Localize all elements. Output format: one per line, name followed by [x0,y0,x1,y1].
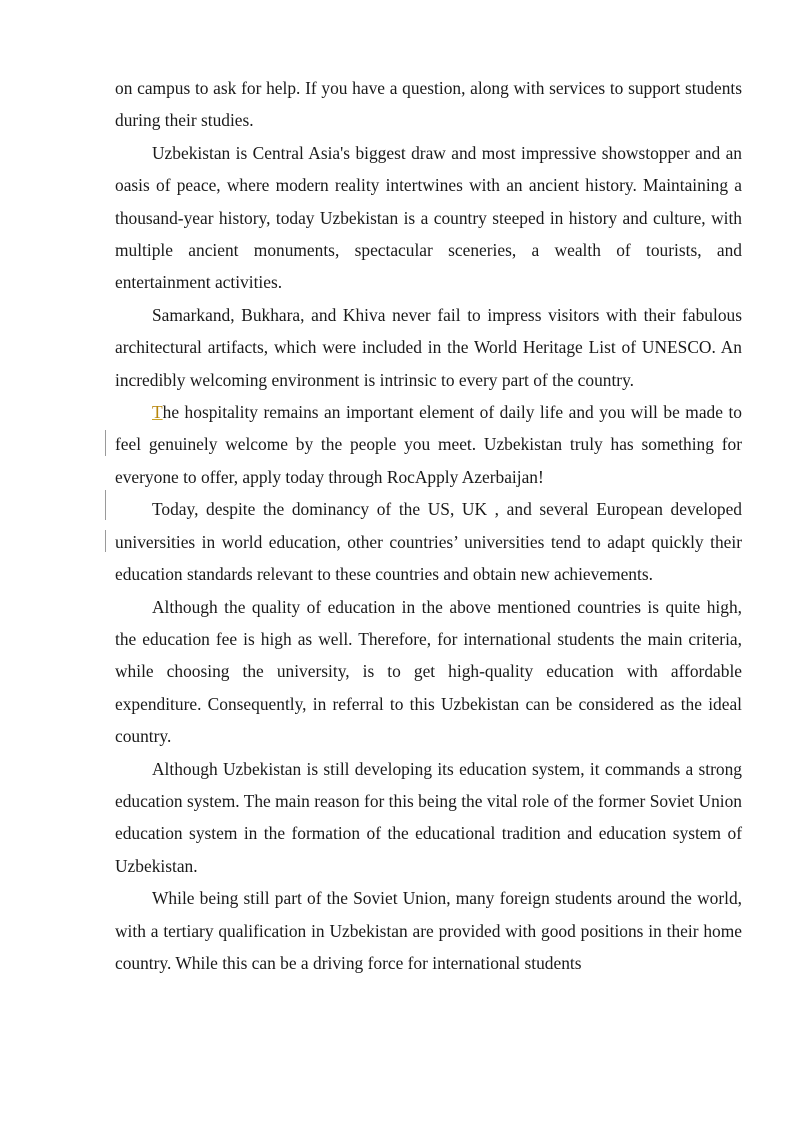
change-bar-3 [105,530,106,552]
change-bar-2 [105,490,106,520]
change-bar-1 [105,430,106,456]
paragraph-soviet-union: While being still part of the Soviet Union, many foreign students around the world, with a tertiary qualification in Uzbekistan are provided with good positions in their home country. While this can be a driving force for international students [115,888,742,973]
paragraph-education-fee: Although the quality of education in the above mentioned countries is quite high, the education fee is high as well. Therefore, for international students the main criteria, while choosing the university, is to get high-quality education with affordable expenditure. Consequently, in referral to this Uzbekistan can be considered as the ideal country. [115,596,742,747]
document-body [115,72,742,979]
paragraph-uzbekistan-intro: Uzbekistan is Central Asia's biggest draw and most impressive showstopper and an oasis of peace, where modern reality intertwines with an ancient history. Maintaining a thousand-year history, today Uzbekistan is a country steeped in history and culture, with multiple ancient monuments, spectacular sceneries, a wealth of tourists, and entertainment activities. [115,142,742,293]
paragraph-education-system: Although Uzbekistan is still developing its education system, it commands a strong education system. The main reason for this being the vital role of the former Soviet Union education system in the formation of the educational tradition and education system of Uzbekistan. [115,758,742,876]
tracked-change-letter: T [152,402,163,423]
paragraph-hospitality [115,396,742,493]
paragraph-continuation: on campus to ask for help. If you have a question, along with services to support students during their studies. [115,78,742,131]
paragraph-heritage-cities: Samarkand, Bukhara, and Khiva never fail to impress visitors with their fabulous architectural artifacts, which were included in the World Heritage List of UNESCO. An incredibly welcoming environment is intrinsic to every part of the country. [115,304,742,390]
paragraph-world-education: Today, despite the dominancy of the US, UK , and several European developed universities in world education, other countries’ universities tend to adapt quickly their education standards relevant to these countries and obtain new achievements. [115,499,742,585]
paragraph-hospitality-text: he hospitality remains an important element of daily life and you will be made to feel genuinely welcome by the people you meet. Uzbekistan truly has something for everyone to offer, apply today through RocApply Azerbaijan! [115,402,742,487]
